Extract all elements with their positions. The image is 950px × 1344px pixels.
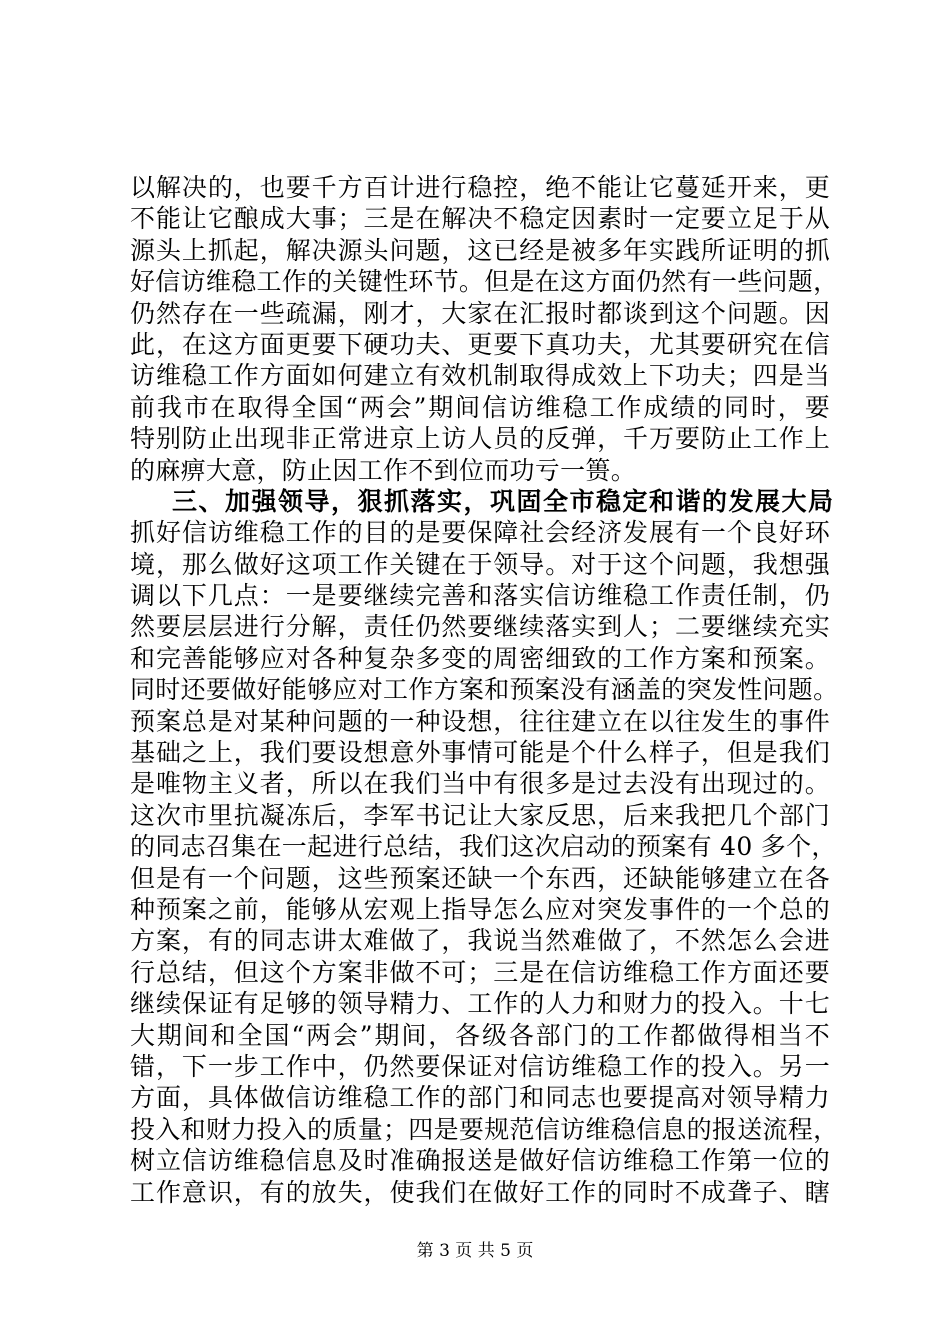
text-line: 访维稳工作方面如何建立有效机制取得成效上下功夫；四是当 bbox=[130, 361, 830, 391]
text-line: 树立信访维稳信息及时准确报送是做好信访维稳工作第一位的 bbox=[130, 1146, 830, 1176]
text-line: 基础之上，我们要设想意外事情可能是个什么样子，但是我们 bbox=[130, 738, 830, 768]
text-line: 此，在这方面更要下硬功夫、更要下真功夫，尤其要研究在信 bbox=[130, 329, 830, 359]
paragraph-1 bbox=[130, 172, 839, 486]
text-line: 大期间和全国“两会”期间，各级各部门的工作都做得相当不 bbox=[130, 1020, 830, 1050]
text-line: 但是有一个问题，这些预案还缺一个东西，还缺能够建立在各 bbox=[130, 863, 830, 893]
text-line: 的麻痹大意，防止因工作不到位而功亏一篑。 bbox=[130, 455, 637, 485]
text-line: 好信访维稳工作的关键性环节。但是在这方面仍然有一些问题， bbox=[130, 267, 839, 297]
text-line: 抓好信访维稳工作的目的是要保障社会经济发展有一个良好环 bbox=[130, 518, 830, 548]
text-line: 和完善能够应对各种复杂多变的周密细致的工作方案和预案。 bbox=[130, 643, 830, 673]
text-line: 源头上抓起，解决源头问题，这已经是被多年实践所证明的抓 bbox=[130, 235, 830, 265]
text-line: 同时还要做好能够应对工作方案和预案没有涵盖的突发性问题。 bbox=[130, 675, 839, 705]
text-line: 不能让它酿成大事；三是在解决不稳定因素时一定要立足于从 bbox=[130, 204, 830, 234]
text-line: 投入和财力投入的质量；四是要规范信访维稳信息的报送流程， bbox=[130, 1114, 839, 1144]
text-line: 行总结，但这个方案非做不可；三是在信访维稳工作方面还要 bbox=[130, 957, 830, 987]
text-line: 特别防止出现非正常进京上访人员的反弹，千万要防止工作上 bbox=[130, 424, 830, 454]
text-line: 的同志召集在一起进行总结，我们这次启动的预案有 40 多个， bbox=[130, 832, 837, 862]
text-line: 继续保证有足够的领导精力、工作的人力和财力的投入。十七 bbox=[130, 989, 830, 1019]
text-line: 方面，具体做信访维稳工作的部门和同志也要提高对领导精力 bbox=[130, 1083, 830, 1113]
paragraph-2 bbox=[130, 517, 839, 1208]
text-line: 以解决的，也要千方百计进行稳控，绝不能让它蔓延开来，更 bbox=[130, 173, 830, 202]
text-line: 前我市在取得全国“两会”期间信访维稳工作成绩的同时，要 bbox=[130, 392, 830, 422]
text-line: 是唯物主义者，所以在我们当中有很多是过去没有出现过的。 bbox=[130, 769, 830, 799]
text-line: 境，那么做好这项工作关键在于领导。对于这个问题，我想强 bbox=[130, 549, 830, 579]
text-line: 然要层层进行分解，责任仍然要继续落实到人；二要继续充实 bbox=[130, 612, 830, 642]
text-line: 这次市里抗凝冻后，李军书记让大家反思，后来我把几个部门 bbox=[130, 800, 830, 830]
text-line: 种预案之前，能够从宏观上指导怎么应对突发事件的一个总的 bbox=[130, 894, 830, 924]
text-line: 调以下几点：一是要继续完善和落实信访维稳工作责任制，仍 bbox=[130, 581, 830, 611]
text-line: 预案总是对某种问题的一种设想，往往建立在以往发生的事件 bbox=[130, 706, 830, 736]
section-heading: 三、加强领导，狠抓落实，巩固全市稳定和谐的发展大局 bbox=[172, 486, 835, 516]
text-line: 错，下一步工作中，仍然要保证对信访维稳工作的投入。另一 bbox=[130, 1051, 830, 1081]
document-body bbox=[130, 172, 839, 1208]
text-line: 仍然存在一些疏漏，刚才，大家在汇报时都谈到这个问题。因 bbox=[130, 298, 830, 328]
page-number-footer: 第 3 页 共 5 页 bbox=[416, 1241, 534, 1261]
text-line: 工作意识，有的放失，使我们在做好工作的同时不成聋子、瞎 bbox=[130, 1177, 830, 1207]
text-line: 方案，有的同志讲太难做了，我说当然难做了，不然怎么会进 bbox=[130, 926, 830, 956]
